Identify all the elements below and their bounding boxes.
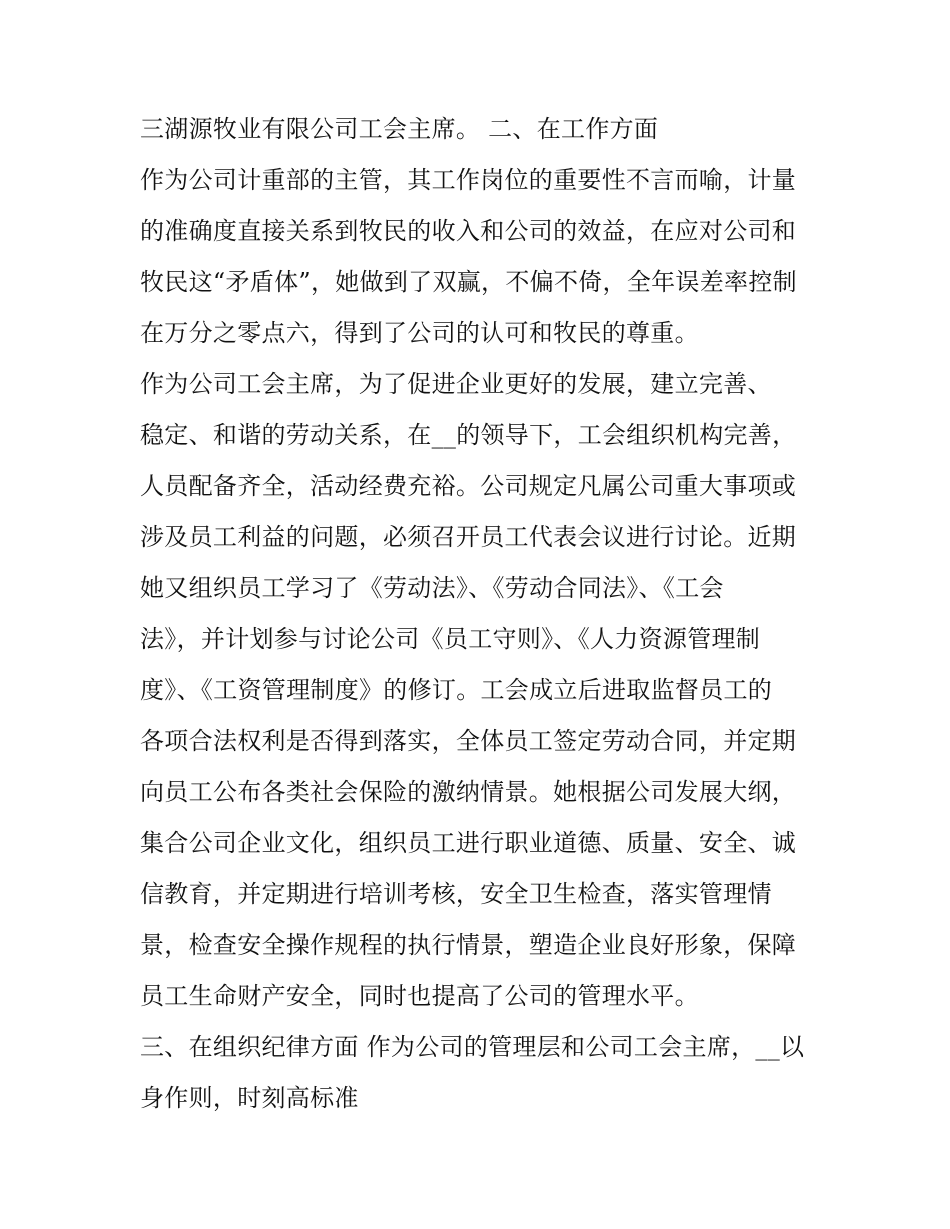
text-line: 涉及员工利益的问题，必须召开员工代表会议进行讨论。近期 [140,523,797,551]
text-line: 景，检查安全操作规程的执行情景，塑造企业良好形象，保障 [140,931,797,959]
text-line: 身作则，时刻高标准 [140,1084,359,1112]
text-line: 员工生命财产安全，同时也提高了公司的管理水平。 [140,982,699,1010]
body-text [140,104,830,1124]
text-line: 集合公司企业文化，组织员工进行职业道德、质量、安全、诚 [140,829,797,857]
text-line: 她又组织员工学习了《劳动法》、《劳动合同法》、《工会 [140,574,724,602]
text-line: 稳定、和谐的劳动关系，在__的领导下，工会组织机构完善， [140,421,797,449]
text-line: 人员配备齐全，活动经费充裕。公司规定凡属公司重大事项或 [140,472,797,500]
text-line: 三湖源牧业有限公司工会主席。 二、在工作方面 [140,115,659,143]
text-line: 信教育，并定期进行培训考核，安全卫生检查，落实管理情 [140,880,772,908]
text-line: 三、在组织纪律方面 作为公司的管理层和公司工会主席，__以 [140,1033,805,1061]
text-line: 各项合法权利是否得到落实，全体员工签定劳动合同，并定期 [140,727,797,755]
text-line: 作为公司计重部的主管，其工作岗位的重要性不言而喻，计量 [140,166,797,194]
text-line: 牧民这“矛盾体”，她做到了双赢，不偏不倚，全年误差率控制 [140,268,797,296]
text-line: 法》，并计划参与讨论公司《员工守则》、《人力资源管理制 [140,625,761,653]
text-line: 度》、《工资管理制度》的修订。工会成立后进取监督员工的 [140,676,773,704]
text-line: 向员工公布各类社会保险的激纳情景。她根据公司发展大纲， [140,778,797,806]
text-line: 作为公司工会主席，为了促进企业更好的发展，建立完善、 [140,370,772,398]
text-line: 的准确度直接关系到牧民的收入和公司的效益，在应对公司和 [140,217,797,245]
text-line: 在万分之零点六，得到了公司的认可和牧民的尊重。 [140,319,699,347]
